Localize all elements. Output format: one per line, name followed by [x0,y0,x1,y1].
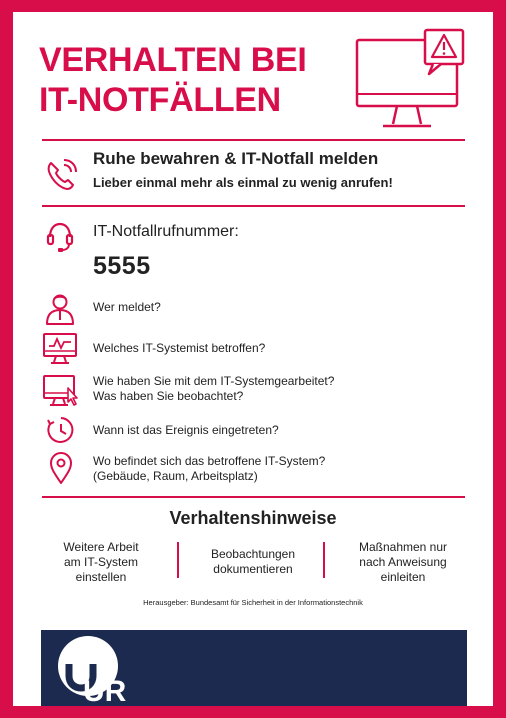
intro-heading: Ruhe bewahren & IT-Notfall melden [93,149,379,168]
guideline-separator-2 [323,542,325,578]
question-which-system: Welches IT-Systemist betroffen? [93,341,266,355]
phone-icon [43,157,79,193]
guidelines-title: Verhaltenshinweise [169,508,337,528]
footer-banner [41,630,467,706]
university-logo [41,630,161,706]
question-when: Wann ist das Ereignis eingetreten? [93,423,279,437]
poster-title [39,40,307,120]
question-who: Wer meldet? [93,300,161,314]
question-where: Wo befindet sich das betroffene IT-System? (Gebäude, Raum, Arbeitsplatz) [93,454,326,483]
guideline-follow-instructions: Maßnahmen nur nach Anweisung einleiten [358,540,448,584]
guideline-separator-1 [177,542,179,578]
monitor-chart-icon [41,330,79,366]
publisher-note: Herausgeber: Bundesamt für Sicherheit in der Informationstechnik [143,598,363,607]
divider-guidelines [42,496,465,498]
question-how-used: Wie haben Sie mit dem IT-Systemgearbeitet? Was haben Sie beobachtet? [93,374,335,403]
clock-icon [45,414,77,446]
person-icon [43,292,77,326]
headset-icon [45,220,75,254]
guideline-stop-work: Weitere Arbeit am IT-System einstellen [63,540,139,584]
intro-subheading: Lieber einmal mehr als einmal zu wenig anrufen! [93,175,393,190]
title-line-2: IT-NOTFÄLLEN [39,81,281,119]
poster-content [13,12,493,706]
title-line-1: VERHALTEN BEI [39,41,307,79]
hotline-label: IT-Notfallrufnummer: [93,223,239,240]
location-pin-icon [47,450,75,486]
monitor-cursor-icon [41,372,81,408]
monitor-warning-icon [353,28,465,132]
hotline-number[interactable]: 5555 [93,252,151,280]
logo-text: UR [83,675,127,706]
divider-intro [42,205,465,207]
guideline-document: Beobachtungen dokumentieren [210,547,296,576]
divider-top [42,139,465,141]
